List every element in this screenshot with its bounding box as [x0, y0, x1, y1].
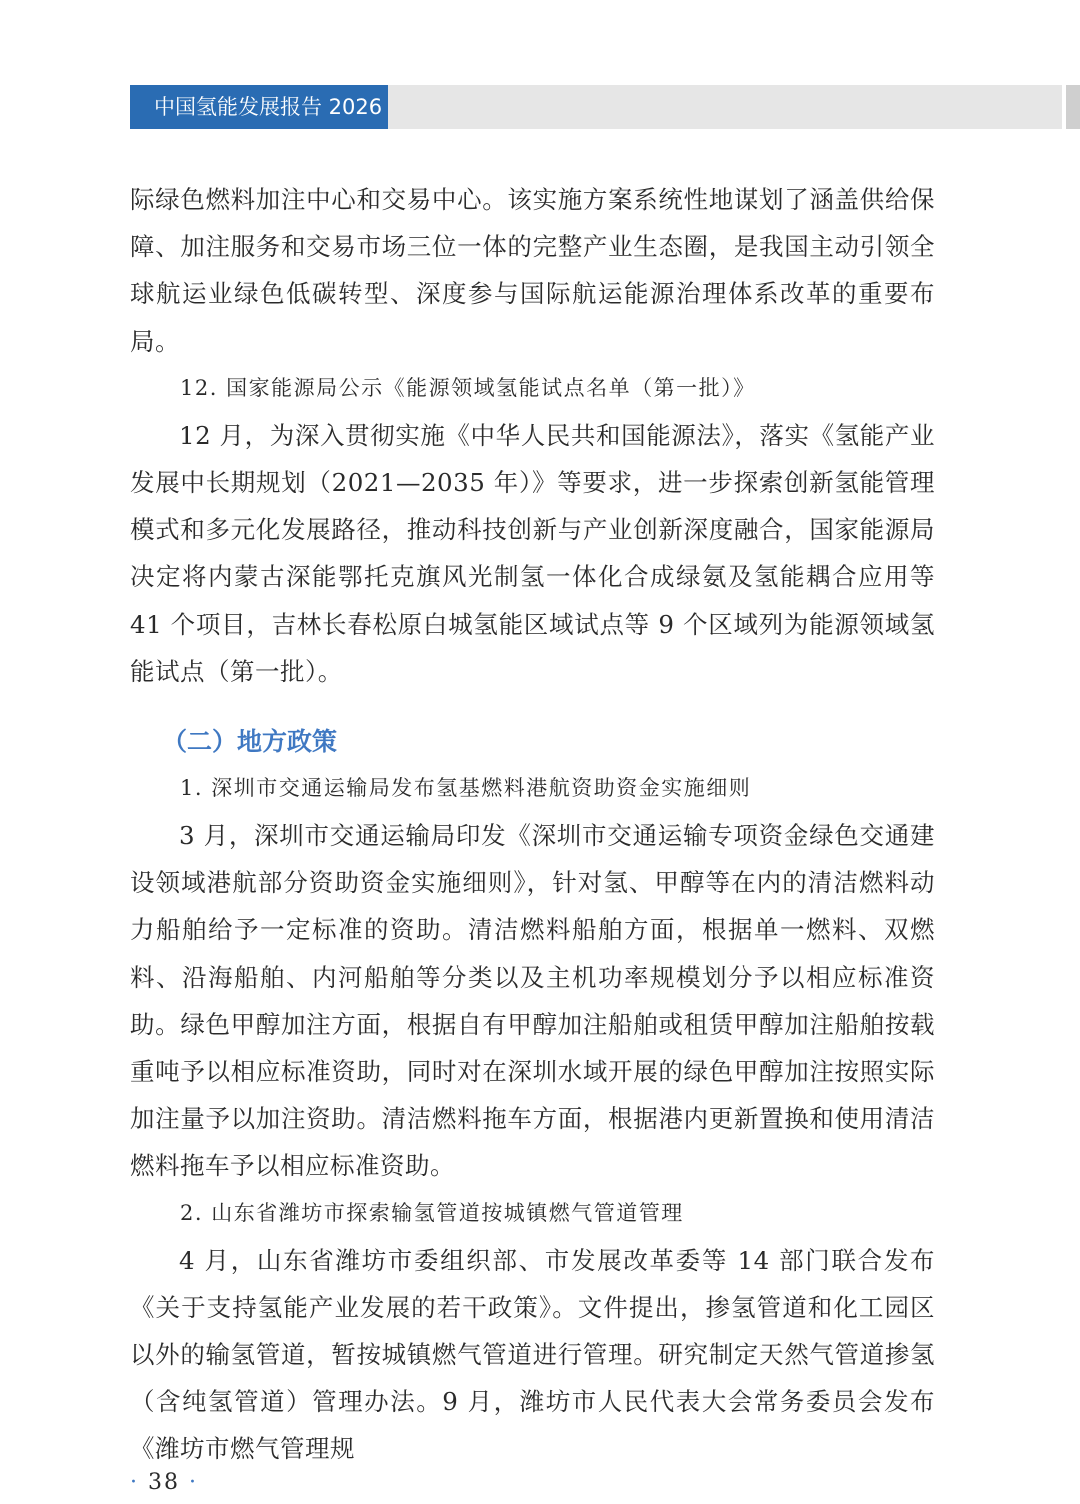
page-number-value: 38: [148, 1470, 180, 1495]
item-2-title: 2. 山东省潍坊市探索输氢管道按城镇燃气管道管理: [180, 1200, 684, 1225]
item-1-paragraph: 3 月，深圳市交通运输局印发《深圳市交通运输专项资金绿色交通建设领域港航部分资助资金实施细则》，针对氢、甲醇等在内的清洁燃料动力船舶给予一定标准的资助。清洁燃料船舶方面，根据单一燃料、双燃料、沿海船舶、内河船舶等分类以及主机功率规模划分予以相应标准资助。绿色甲醇加注方面，根据自有甲醇加注船舶或租赁甲醇加注船舶按载重吨予以相应标准资助，同时对在深圳水域开展的绿色甲醇加注按照实际加注量予以加注资助。清洁燃料拖车方面，根据港内更新置换和使用清洁燃料拖车予以相应标准资助。: [130, 821, 935, 1181]
page-number-dot-right: ·: [189, 1470, 198, 1495]
item-1-title: 1. 深圳市交通运输局发布氢基燃料港航资助资金实施细则: [180, 776, 752, 801]
header-edge-tab: [1066, 85, 1080, 129]
section-heading-local-policy: （二）地方政策: [162, 727, 338, 757]
page-body: [130, 176, 935, 1473]
page-number: [130, 1470, 198, 1495]
page-number-dot-left: ·: [130, 1470, 139, 1495]
item-12-paragraph: 12 月，为深入贯彻实施《中华人民共和国能源法》，落实《氢能产业发展中长期规划（2021—2035 年）》等要求，进一步探索创新氢能管理模式和多元化发展路径，推动科技创新与产业创新深度融合，国家能源局决定将内蒙古深能鄂托克旗风光制氢一体化合成绿氨及氢能耦合应用等 41 个项目，吉林长春松原白城氢能区域试点等 9 个区域列为能源领域氢能试点（第一批）。: [130, 420, 935, 686]
item-12-title: 12. 国家能源局公示《能源领域氢能试点名单（第一批）》: [180, 375, 756, 400]
item-2-paragraph: 4 月，山东省潍坊市委组织部、市发展改革委等 14 部门联合发布《关于支持氢能产业发展的若干政策》。文件提出，掺氢管道和化工园区以外的输氢管道，暂按城镇燃气管道进行管理。研究制定天然气管道掺氢（含纯氢管道）管理办法。9 月，潍坊市人民代表大会常务委员会发布《潍坊市燃气管理规: [130, 1245, 935, 1464]
paragraph-continued: 际绿色燃料加注中心和交易中心。该实施方案系统性地谋划了涵盖供给保障、加注服务和交易市场三位一体的完整产业生态圈，是我国主动引领全球航运业绿色低碳转型、深度参与国际航运能源治理体系改革的重要布局。: [130, 185, 935, 356]
report-title: 中国氢能发展报告 2026: [130, 85, 388, 129]
